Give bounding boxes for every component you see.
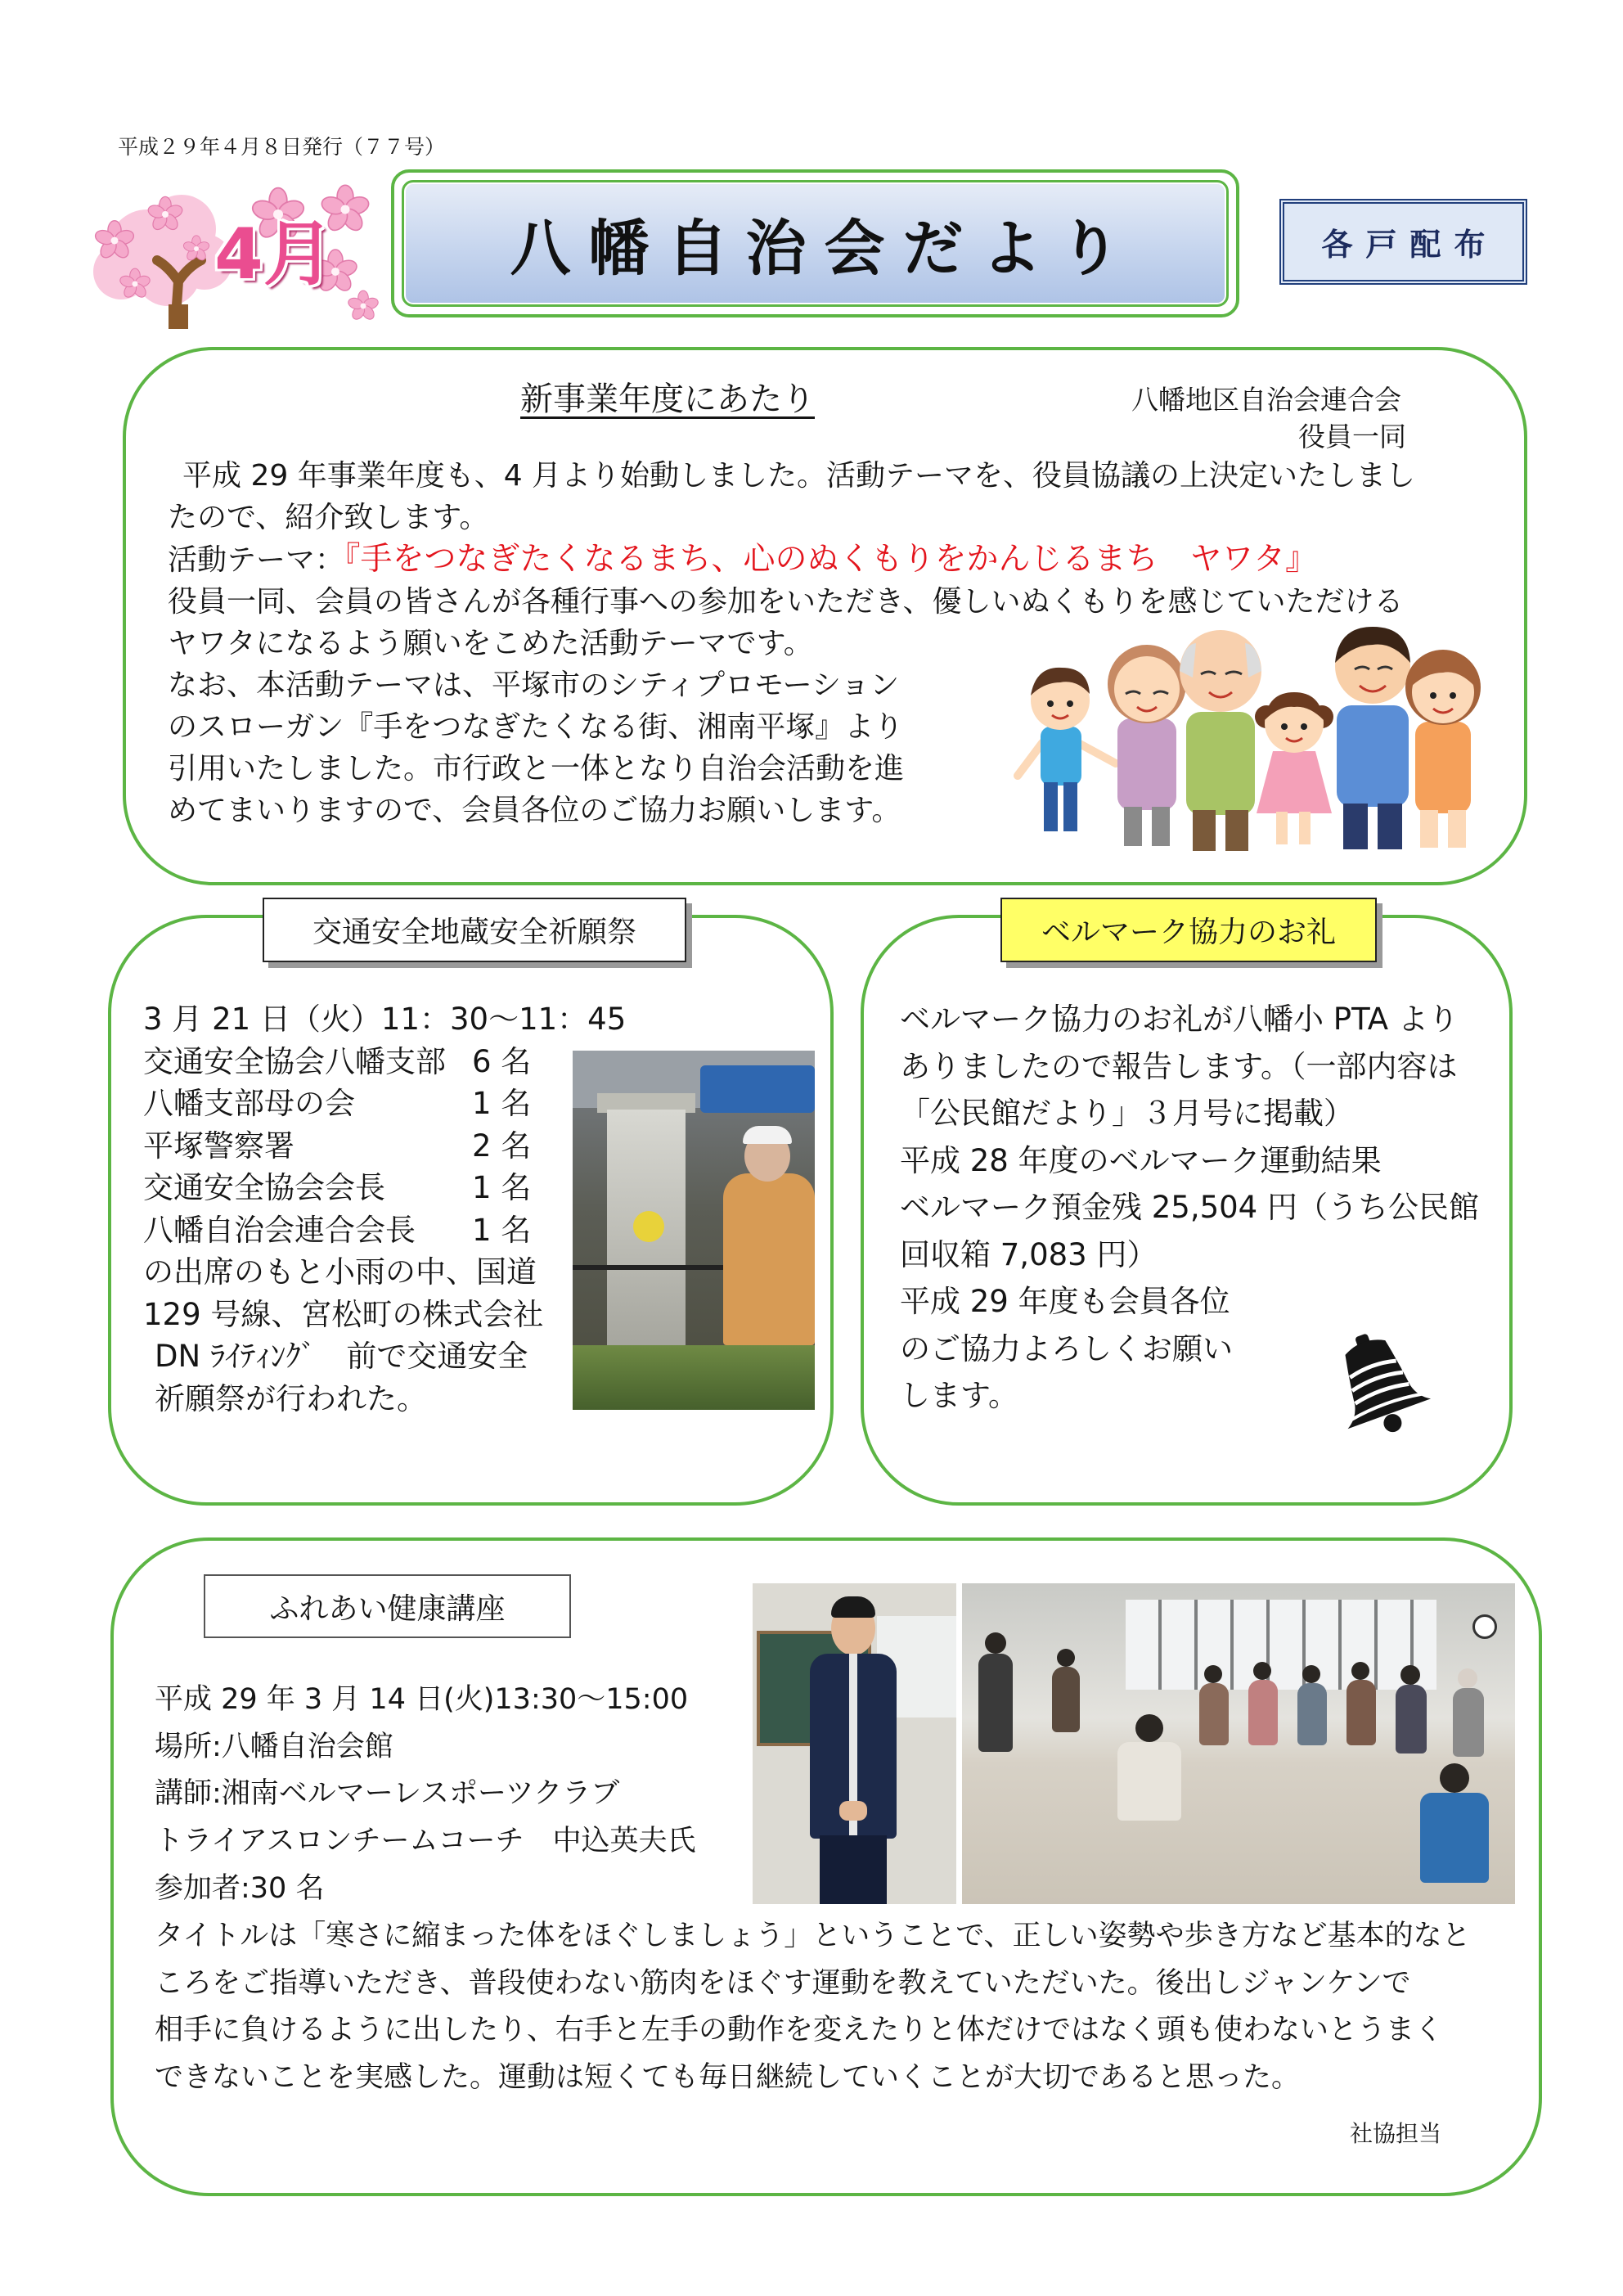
attendee-count: 2 名 [472, 1128, 532, 1164]
health-lecture-title: ふれあい健康講座 [269, 1591, 506, 1626]
body-line: のスローガン『手をつなぎたくなる街、湘南平塚』より [168, 710, 904, 744]
photo-coach-hair [831, 1596, 875, 1618]
bellmark-line: 「公民館だより」３月号に掲載） [900, 1096, 1354, 1131]
author-organization: 八幡地区自治会連合会 [1131, 384, 1401, 416]
event-datetime: 3 月 21 日（火）11：30～11：45 [143, 1002, 627, 1037]
bellmark-line: 平成 28 年度のベルマーク運動結果 [900, 1142, 1382, 1178]
theme-label: 活動テーマ： [168, 543, 345, 577]
attendee-name: 交通安全協会八幡支部 [143, 1043, 446, 1079]
health-lecture-details [155, 1677, 696, 1913]
body-line: めてまいりますので、会員各位のご協力お願いします。 [168, 794, 901, 827]
traffic-safety-title: 交通安全地蔵安全祈願祭 [312, 916, 636, 949]
girl-figure [1255, 692, 1333, 844]
bellmark-line: 回収箱 7,083 円） [900, 1236, 1158, 1272]
traffic-safety-body [143, 998, 626, 1420]
theme-line [168, 538, 1415, 581]
photo-person-cap [743, 1126, 792, 1144]
coach-photo [753, 1583, 956, 1904]
bellmark-line: 平成 29 年度も会員各位 [900, 1284, 1230, 1319]
body-line: 平成 29 年事業年度も、4 月より始動しました。活動テーマを、役員協議の上決定いたしまし [182, 459, 1416, 493]
attendee-name: 八幡支部母の会 [143, 1086, 355, 1121]
attendee-row [143, 1041, 626, 1083]
grandfather-figure [1180, 630, 1261, 851]
jizo-ceremony-photo [573, 1051, 815, 1410]
body-line: ヤワタになるよう願いをこめた活動テーマです。 [168, 627, 813, 660]
distribution-label: 各戸配布 [1321, 227, 1499, 263]
activity-theme: 『手をつなぎたくなるまち、心のぬくもりをかんじるまち ヤワタ』 [344, 541, 1318, 578]
attendee-name: 平塚警察署 [143, 1128, 294, 1164]
tree-base [169, 304, 188, 329]
photo-gym-windows [1126, 1600, 1436, 1690]
photo-person-body [723, 1173, 815, 1345]
traffic-safety-label [263, 898, 686, 962]
attendee-name: 交通安全協会会長 [143, 1170, 385, 1205]
lecture-venue: 場所:八幡自治会館 [155, 1730, 393, 1763]
photo-coach-hands [839, 1801, 867, 1821]
bellmark-title: ベルマーク協力のお礼 [1041, 916, 1336, 949]
masthead-panel [402, 180, 1229, 307]
lecture-participants: 参加者:30 名 [155, 1871, 325, 1905]
report-line: 祈願祭が行われた。 [155, 1380, 427, 1416]
month-badge: 4月 [214, 214, 334, 295]
bellmark-line: ベルマーク協力のお礼が八幡小 PTA より [900, 1002, 1459, 1037]
report-line: の出席のもと小雨の中、国道 [143, 1254, 537, 1290]
bellmark-line: ベルマーク預金残 25,504 円（うち公民館 [900, 1190, 1479, 1225]
photo-greenery [573, 1345, 815, 1410]
report-line: できないことを実感した。運動は短くても毎日継続していくことが大切であると思った。 [155, 2061, 1301, 2095]
lecture-datetime: 平成 29 年 3 月 14 日(火)13:30～15:00 [155, 1683, 689, 1716]
masthead-frame [391, 169, 1239, 317]
attendee-row [143, 1125, 626, 1168]
health-lecture-report [155, 1913, 1471, 2102]
health-lecture-label [204, 1574, 571, 1638]
report-line: 129 号線、宮松町の株式会社 [143, 1296, 544, 1332]
body-line: 引用いたしました。市行政と一体となり自治会活動を進 [168, 752, 905, 786]
report-line: 相手に負けるように出したり、右手と左手の動作を変えたりと体だけではなく頭も使わないとうまく [155, 2014, 1444, 2047]
bellmark-line: のご協力よろしくお願い [900, 1330, 1233, 1366]
lecture-instructor: 講師:湘南ベルマーレスポーツクラブ [155, 1777, 620, 1811]
author-signer: 役員一同 [1298, 421, 1406, 452]
attendee-row [143, 1167, 626, 1209]
photo-coach-pants [820, 1835, 887, 1904]
report-line: DN ﾗｲﾃｨﾝｸﾞ 前で交通安全 [155, 1339, 528, 1374]
attendee-count: 6 名 [472, 1043, 532, 1079]
photo-wall-clock [1472, 1614, 1497, 1639]
attendee-row [143, 1083, 626, 1125]
bellmark-label [1000, 898, 1377, 962]
bell-icon [1320, 1321, 1439, 1447]
attendee-row [143, 1209, 626, 1252]
attendee-name: 八幡自治会連合会長 [143, 1212, 416, 1248]
bellmark-line: します。 [900, 1378, 1019, 1413]
body-line: たので、紹介致します。 [168, 501, 489, 534]
attendee-count: 1 名 [472, 1212, 532, 1248]
report-author: 社協担当 [1350, 2120, 1442, 2147]
mother-figure [1405, 650, 1481, 848]
father-figure [1335, 627, 1410, 849]
photo-truck [700, 1065, 815, 1113]
grandmother-figure [1108, 645, 1186, 846]
issue-date: 平成２９年４月８日発行（７７号） [118, 135, 446, 159]
body-line: なお、本活動テーマは、平塚市のシティプロモーション [168, 669, 900, 702]
attendee-count: 1 名 [472, 1086, 532, 1121]
sakura-flower [347, 290, 380, 322]
distribution-badge [1279, 199, 1527, 285]
newsletter-title: 八幡自治会だより [510, 213, 1139, 284]
exercise-class-photo [962, 1583, 1515, 1904]
family-illustration [1011, 620, 1483, 856]
new-fiscal-year-heading: 新事業年度にあたり [520, 380, 815, 418]
report-line: ころをご指導いただき、普段使わない筋肉をほぐす運動を教えていただいた。後出しジャンケンで [155, 1966, 1411, 2000]
attendee-count: 1 名 [472, 1170, 532, 1205]
bellmark-line: ありましたので報告します。（一部内容は [900, 1048, 1458, 1084]
lecture-instructor-title: トライアスロンチームコーチ 中込英夫氏 [155, 1825, 696, 1858]
body-line: 役員一同、会員の皆さんが各種行事への参加をいただき、優しいぬくもりを感じていただける [168, 585, 1404, 619]
boy-figure [1018, 668, 1116, 831]
photo-flowers [633, 1211, 664, 1242]
report-line: タイトルは「寒さに縮まった体をほぐしましょう」ということで、正しい姿勢や歩き方など基本的なと [155, 1920, 1471, 1952]
